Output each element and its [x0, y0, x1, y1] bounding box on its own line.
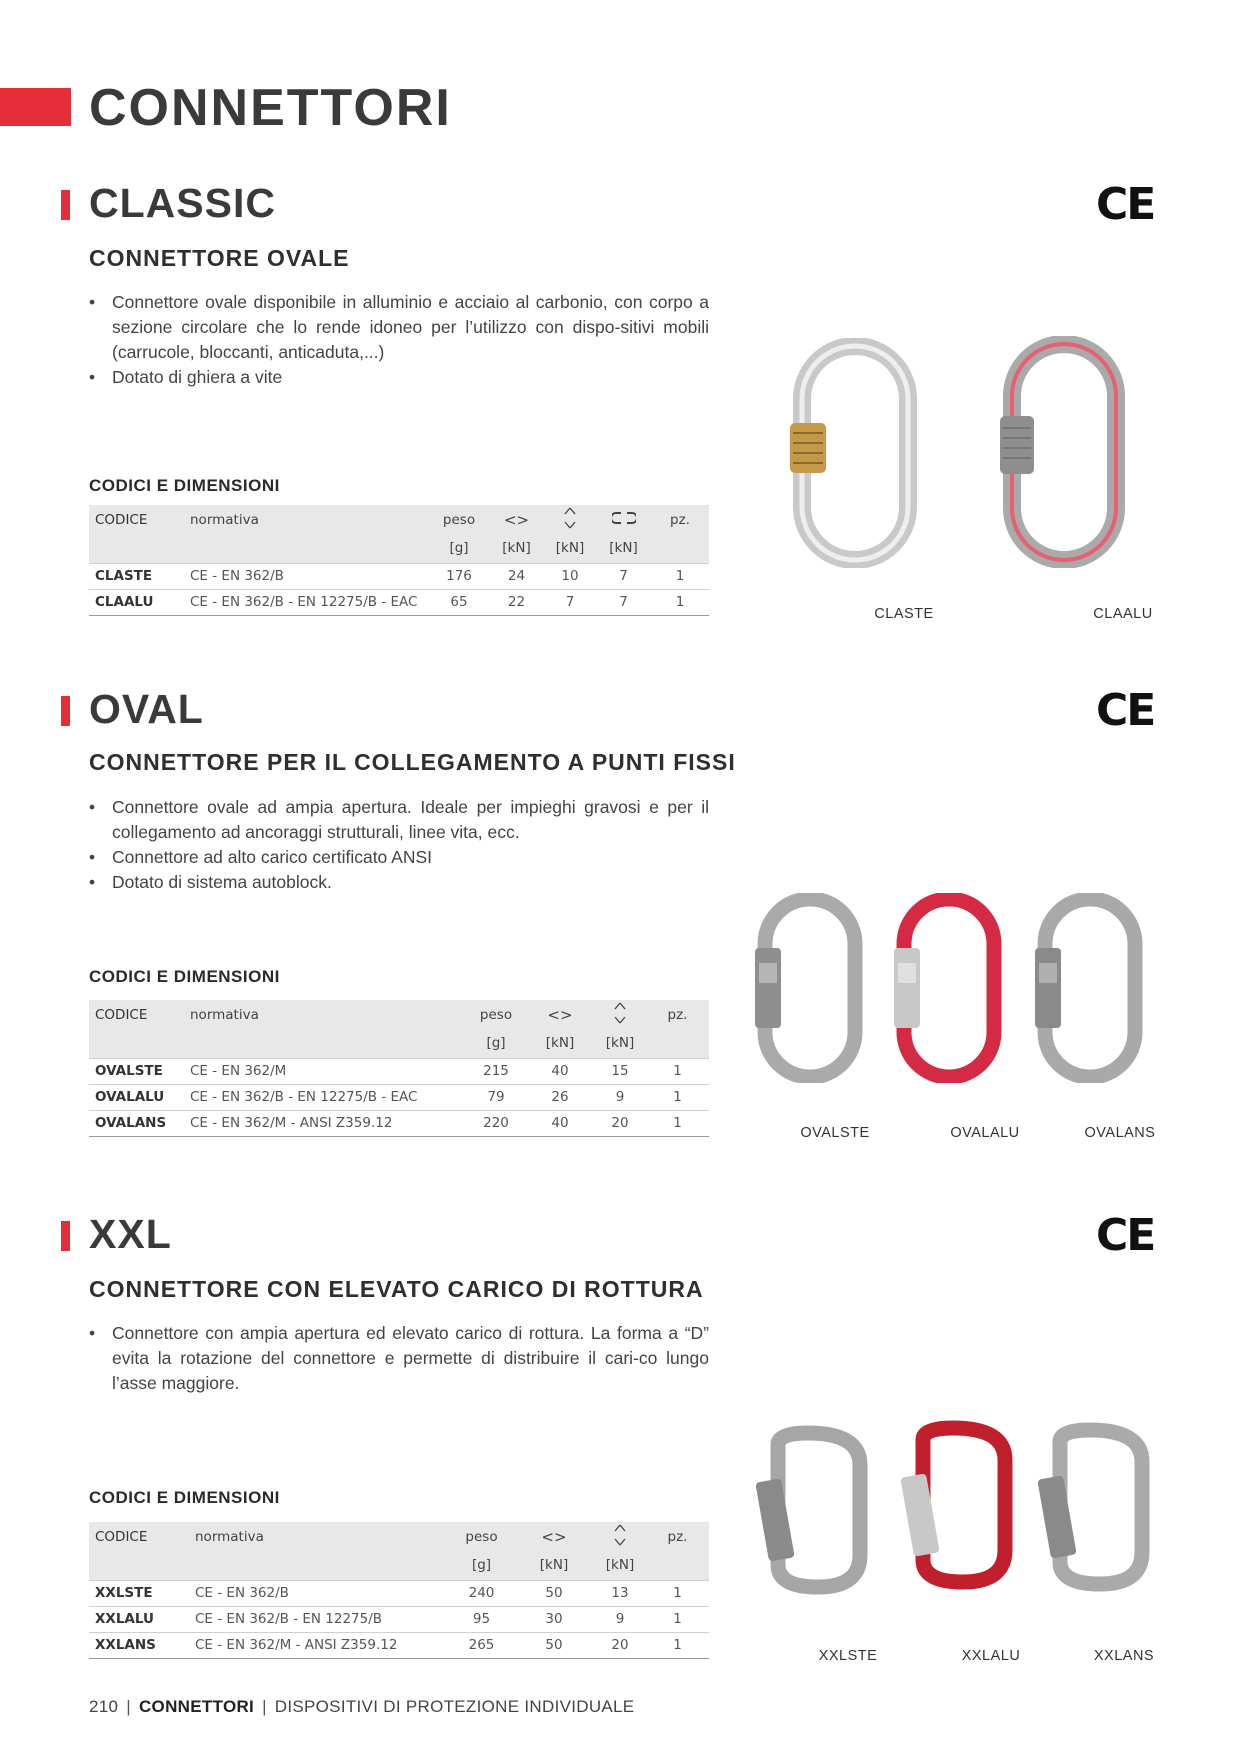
col-header: CODICE — [95, 1528, 148, 1545]
cell-value: 40 — [526, 1110, 594, 1136]
feature-list — [89, 1321, 709, 1396]
major-axis-icon — [594, 1522, 646, 1551]
table-row — [89, 563, 709, 589]
section-marker — [61, 190, 70, 220]
codes-table — [89, 1522, 709, 1659]
oval-carabiner-icon — [894, 893, 1004, 1083]
cell-code: XXLALU — [89, 1606, 189, 1632]
cell-value: 30 — [514, 1606, 594, 1632]
col-header: normativa — [190, 1006, 259, 1023]
cell-norm: CE - EN 362/B - EN 12275/B - EAC — [184, 589, 429, 615]
ce-mark: CE — [1096, 1210, 1155, 1261]
table-row — [89, 1084, 709, 1110]
cell-value: 26 — [526, 1084, 594, 1110]
section-subtitle: CONNETTORE CON ELEVATO CARICO DI ROTTURA — [89, 1276, 704, 1302]
cell-value: 215 — [466, 1058, 526, 1084]
section-title: XXL — [89, 1211, 172, 1257]
cell-code: OVALSTE — [89, 1058, 184, 1084]
unit-label: [kN] — [594, 1551, 646, 1580]
cell-value: 24 — [489, 563, 544, 589]
product-label: OVALANS — [1084, 1125, 1156, 1141]
cell-value: 1 — [646, 1632, 709, 1658]
section-subtitle: CONNETTORE OVALE — [89, 245, 350, 271]
col-header: peso — [465, 1528, 498, 1545]
oval-carabiner-icon — [790, 338, 920, 568]
cell-norm: CE - EN 362/B — [189, 1580, 449, 1606]
major-axis-icon — [594, 1000, 646, 1029]
cell-value: 1 — [646, 1058, 709, 1084]
cell-value: 1 — [646, 1606, 709, 1632]
cell-value: 10 — [544, 563, 596, 589]
feature-list — [89, 795, 709, 895]
feature-item: • Connettore ovale disponibile in alluminio e acciaio al carbonio, con corpo a sezione circolare che lo rende idoneo per l’utilizzo con dispo-sitivi mobili (carrucole, bloccanti, anticaduta,...) — [89, 290, 709, 365]
col-header: CODICE — [95, 511, 148, 528]
cell-value: 7 — [544, 589, 596, 615]
feature-list — [89, 290, 709, 390]
cell-code: XXLSTE — [89, 1580, 189, 1606]
cell-value: 50 — [514, 1632, 594, 1658]
cell-code: CLASTE — [89, 563, 184, 589]
unit-label: [kN] — [514, 1551, 594, 1580]
cell-value: 7 — [596, 589, 651, 615]
unit-label: [kN] — [596, 534, 651, 563]
cell-norm: CE - EN 362/M - ANSI Z359.12 — [189, 1632, 449, 1658]
cell-value: 1 — [646, 1110, 709, 1136]
oval-carabiner-icon — [1035, 893, 1145, 1083]
section-marker — [61, 696, 70, 726]
table-row — [89, 1110, 709, 1136]
feature-item: • Dotato di sistema autoblock. — [89, 870, 709, 895]
col-header-gate-open: <> — [547, 1005, 573, 1024]
unit-label: [g] — [466, 1029, 526, 1058]
cell-value: 1 — [651, 563, 709, 589]
col-header: pz. — [667, 1528, 688, 1545]
cell-value: 220 — [466, 1110, 526, 1136]
section-title: CLASSIC — [89, 180, 276, 226]
feature-item: • Connettore con ampia apertura ed elevato carico di rottura. La forma a “D” evita la rotazione del connettore e permette di distribuire il cari-co lungo l’asse maggiore. — [89, 1321, 709, 1396]
d-carabiner-icon — [1030, 1422, 1155, 1592]
cell-value: 9 — [594, 1084, 646, 1110]
title-accent-bar — [0, 88, 71, 126]
d-carabiner-icon — [748, 1425, 873, 1595]
footer-category: DISPOSITIVI DI PROTEZIONE INDIVIDUALE — [274, 1697, 635, 1716]
cell-code: CLAALU — [89, 589, 184, 615]
table-label: CODICI E DIMENSIONI — [89, 476, 280, 495]
table-label: CODICI E DIMENSIONI — [89, 1488, 280, 1507]
cell-value: 176 — [429, 563, 489, 589]
section-marker — [61, 1221, 70, 1251]
cell-norm: CE - EN 362/B - EN 12275/B — [189, 1606, 449, 1632]
product-label: XXLANS — [1093, 1648, 1155, 1664]
codes-table — [89, 505, 709, 616]
cell-value: 265 — [449, 1632, 514, 1658]
cell-value: 1 — [646, 1580, 709, 1606]
feature-item: • Dotato di ghiera a vite — [89, 365, 709, 390]
section-subtitle: CONNETTORE PER IL COLLEGAMENTO A PUNTI FISSI — [89, 749, 736, 775]
footer-chapter: CONNETTORI — [138, 1697, 255, 1716]
unit-label: [g] — [449, 1551, 514, 1580]
major-axis-icon — [544, 505, 596, 534]
cell-value: 20 — [594, 1632, 646, 1658]
unit-label: [g] — [429, 534, 489, 563]
page-footer: 210 | CONNETTORI | DISPOSITIVI DI PROTEZIONE INDIVIDUALE — [89, 1697, 635, 1716]
unit-label: [kN] — [544, 534, 596, 563]
table-row — [89, 1606, 709, 1632]
product-label: XXLALU — [961, 1648, 1021, 1664]
col-header: peso — [479, 1006, 513, 1023]
page-number: 210 — [89, 1697, 119, 1716]
cell-value: 1 — [651, 589, 709, 615]
table-row — [89, 1058, 709, 1084]
col-header: peso — [442, 511, 476, 528]
cell-value: 7 — [596, 563, 651, 589]
cell-value: 50 — [514, 1580, 594, 1606]
unit-label: [kN] — [526, 1029, 594, 1058]
cell-code: XXLANS — [89, 1632, 189, 1658]
product-label: OVALALU — [950, 1125, 1020, 1141]
cell-code: OVALALU — [89, 1084, 184, 1110]
minor-axis-icon — [596, 505, 651, 534]
cell-norm: CE - EN 362/B - EN 12275/B - EAC — [184, 1084, 466, 1110]
table-row — [89, 1580, 709, 1606]
col-header: normativa — [195, 1528, 264, 1545]
feature-item: • Connettore ad alto carico certificato ANSI — [89, 845, 709, 870]
cell-code: OVALANS — [89, 1110, 184, 1136]
product-label: CLASTE — [874, 606, 934, 622]
table-row — [89, 589, 709, 615]
oval-carabiner-icon — [1000, 336, 1128, 568]
cell-norm: CE - EN 362/M — [184, 1058, 466, 1084]
oval-carabiner-icon — [755, 893, 865, 1083]
cell-value: 95 — [449, 1606, 514, 1632]
cell-value: 15 — [594, 1058, 646, 1084]
col-header: normativa — [190, 511, 259, 528]
unit-label: [kN] — [489, 534, 544, 563]
col-header: CODICE — [95, 1006, 148, 1023]
cell-value: 79 — [466, 1084, 526, 1110]
cell-value: 1 — [646, 1084, 709, 1110]
ce-mark: CE — [1096, 685, 1155, 736]
table-row — [89, 1632, 709, 1658]
cell-value: 13 — [594, 1580, 646, 1606]
cell-value: 240 — [449, 1580, 514, 1606]
cell-value: 9 — [594, 1606, 646, 1632]
cell-value: 22 — [489, 589, 544, 615]
d-carabiner-icon — [893, 1420, 1018, 1590]
codes-table — [89, 1000, 709, 1137]
col-header-gate-open: <> — [541, 1527, 567, 1546]
product-label: OVALSTE — [800, 1125, 870, 1141]
table-label: CODICI E DIMENSIONI — [89, 967, 280, 986]
col-header: pz. — [667, 1006, 688, 1023]
col-header: pz. — [670, 511, 690, 528]
feature-item: • Connettore ovale ad ampia apertura. Ideale per impieghi gravosi e per il collegamento ad ancoraggi strutturali, linee vita, ecc. — [89, 795, 709, 845]
ce-mark: CE — [1096, 179, 1155, 230]
product-label: XXLSTE — [818, 1648, 878, 1664]
unit-label: [kN] — [594, 1029, 646, 1058]
col-header-gate-open: <> — [503, 510, 530, 529]
cell-value: 65 — [429, 589, 489, 615]
cell-norm: CE - EN 362/M - ANSI Z359.12 — [184, 1110, 466, 1136]
cell-norm: CE - EN 362/B — [184, 563, 429, 589]
section-title: OVAL — [89, 686, 204, 732]
cell-value: 20 — [594, 1110, 646, 1136]
product-label: CLAALU — [1093, 606, 1153, 622]
page-title: CONNETTORI — [89, 79, 452, 137]
cell-value: 40 — [526, 1058, 594, 1084]
